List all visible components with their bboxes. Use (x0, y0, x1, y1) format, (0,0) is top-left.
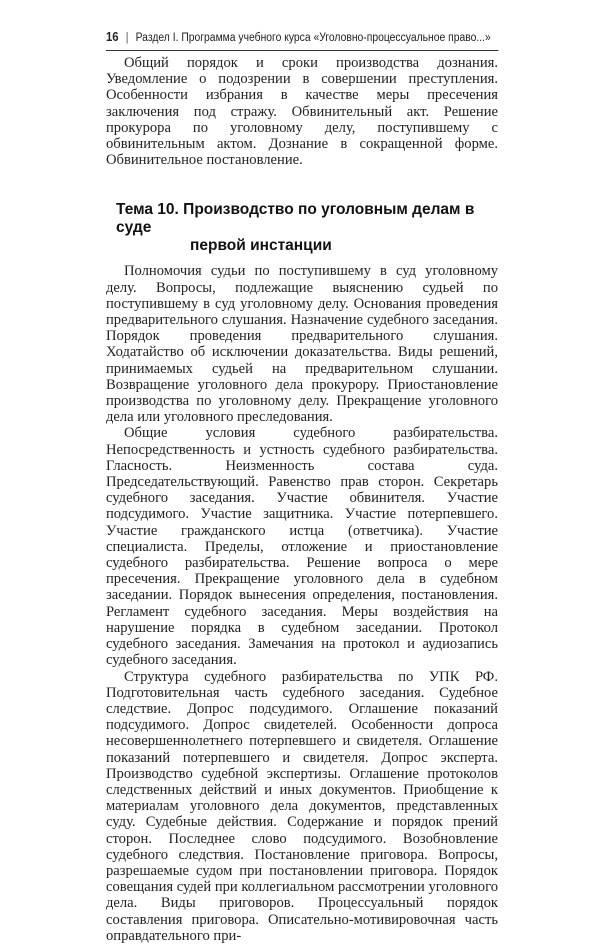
topic-heading (106, 201, 498, 255)
intro-paragraph: Общий порядок и сроки производства дознания. Уведомление о подозрении в совершении преступления. Особенности избрания в качестве меры пресечения заключения под стражу. Обвинительный акт. Решение прокурора по уголовному делу, поступившему с обвинительным актом. Дознание в сокращенной форме. Обвинительное постановление. (106, 55, 498, 169)
paragraph: Структура судебного разбирательства по УПК РФ. Подготовительная часть судебного заседания. Судебное следствие. Допрос подсудимого. Оглашение показаний подсудимого. Допрос свидетелей. Особенности допроса несовершеннолетнего потерпевшего и свидетеля. Оглашение показаний потерпевшего и свидетеля. Допрос эксперта. Производство судебной экспертизы. Оглашение протоколов следственных действий и иных документов. Приобщение к материалам уголовного дела документов, представленных суду. Судебные действия. Содержание и порядок прений сторон. Последнее слово подсудимого. Возобновление судебного следствия. Постановление приговора. Вопросы, разрешаемые судом при постановлении приговора. Порядок совещания судей при коллегиальном рассмотрении уголовного дела. Виды приговоров. Процессуальный порядок составления приговора. Описательно-мотивировочная часть оправдательного при- (106, 668, 498, 944)
topic-title-line1: Производство по уголовным делам в суде (116, 201, 475, 237)
running-header (106, 30, 498, 51)
paragraph: Полномочия судьи по поступившему в суд уголовному делу. Вопросы, подлежащие выяснению судьей по поступившему в суд уголовному делу. Основания проведения предварительного слушания. Назначение судебного заседания. Порядок проведения предварительного слушания. Ходатайство об исключении доказательства. Виды решений, принимаемых судьей на предварительном слушании. Возвращение уголовного дела прокурору. Приостановление производства по уголовному делу. Прекращение уголовного дела или уголовного преследования. (106, 263, 498, 426)
page-number: 16 (106, 30, 119, 44)
intro-section (106, 55, 498, 168)
topic-body (106, 263, 498, 944)
header-separator: | (125, 32, 129, 44)
book-page (106, 30, 498, 944)
paragraph: Общие условия судебного разбирательства. Непосредственность и устность судебного разбирательства. Гласность. Неизменность состава суда. Председательствующий. Равенство прав сторон. Секретарь судебного заседания. Участие обвинителя. Участие подсудимого. Участие защитника. Участие потерпевшего. Участие гражданского истца (ответчика). Участие специалиста. Пределы, отложение и приостановление судебного разбирательства. Решение вопроса о мере пресечения. Прекращение уголовного дела в судебном заседании. Порядок вынесения определения, постановления. Регламент судебного заседания. Меры воздействия на нарушение порядка в судебном заседании. Протокол судебного заседания. Замечания на протокол и аудиозапись судебного заседания. (106, 425, 498, 669)
topic-title-line2: первой инстанции (190, 237, 332, 255)
running-title: Раздел I. Программа учебного курса «Уголовно-процессуальное право...» (135, 32, 491, 44)
topic-number: Тема 10. (116, 201, 179, 219)
